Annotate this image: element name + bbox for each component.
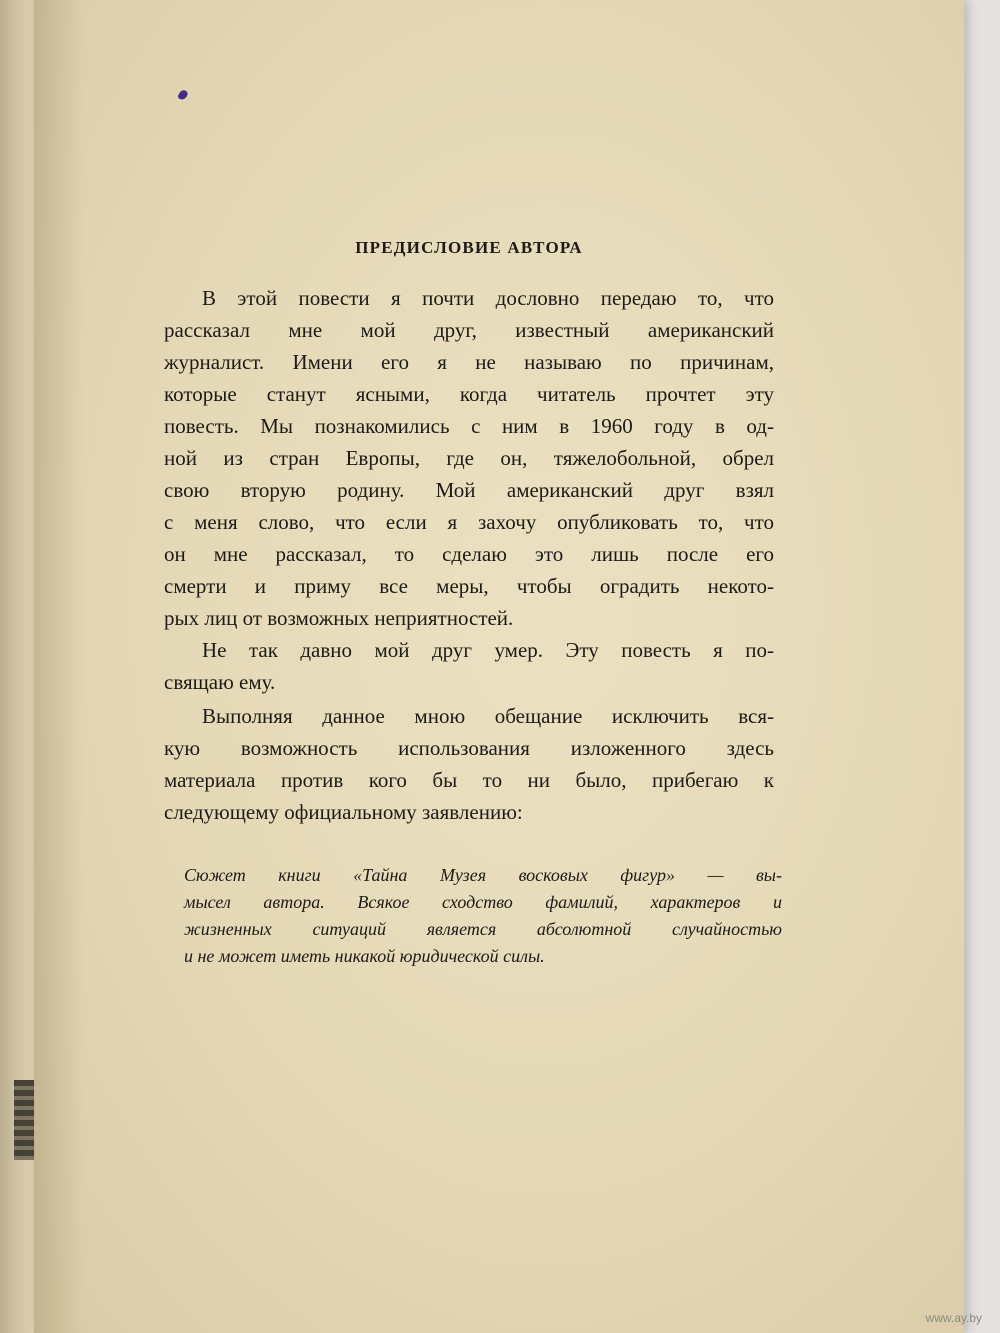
text-line: кую возможность использования изложенного здесь (164, 736, 774, 760)
text-line: следующему официальному заявлению: (164, 800, 523, 824)
text-line: он мне рассказал, то сделаю это лишь после его (164, 542, 774, 566)
page-heading: ПРЕДИСЛОВИЕ АВТОРА (355, 238, 583, 257)
watermark: www.ay.by (925, 1311, 982, 1325)
text-line: которые станут ясными, когда читатель прочтет эту (164, 382, 774, 406)
text-line: рых лиц от возможных неприятностей. (164, 606, 514, 630)
text-line: В этой повести я почти дословно передаю то, что (202, 286, 774, 310)
text-line: смерти и приму все меры, чтобы оградить некото- (164, 574, 774, 598)
statement-line: Сюжет книги «Тайна Музея восковых фигур» — вы- (184, 865, 782, 885)
ink-mark (177, 89, 189, 102)
text-line: Выполняя данное мною обещание исключить вся- (202, 704, 774, 728)
statement-line: и не может иметь никакой юридической силы. (184, 946, 545, 966)
statement-line: мысел автора. Всякое сходство фамилий, характеров и (184, 892, 782, 912)
text-line: журналист. Имени его я не называю по причинам, (164, 350, 774, 374)
text-line: с меня слово, что если я захочу опубликовать то, что (164, 510, 774, 534)
statement-line: жизненных ситуаций является абсолютной случайностью (184, 919, 782, 939)
text-line: материала против кого бы то ни было, прибегаю к (164, 768, 774, 792)
text-line: Не так давно мой друг умер. Эту повесть я по- (202, 638, 774, 662)
text-line: ной из стран Европы, где он, тяжелобольной, обрел (164, 446, 774, 470)
text-line: свою вторую родину. Мой американский друг взял (164, 478, 774, 502)
text-line: рассказал мне мой друг, известный американский (164, 318, 774, 342)
text-line: повесть. Мы познакомились с ним в 1960 году в од- (164, 414, 774, 438)
text-line: свящаю ему. (164, 670, 276, 694)
book-page (34, 0, 964, 1333)
